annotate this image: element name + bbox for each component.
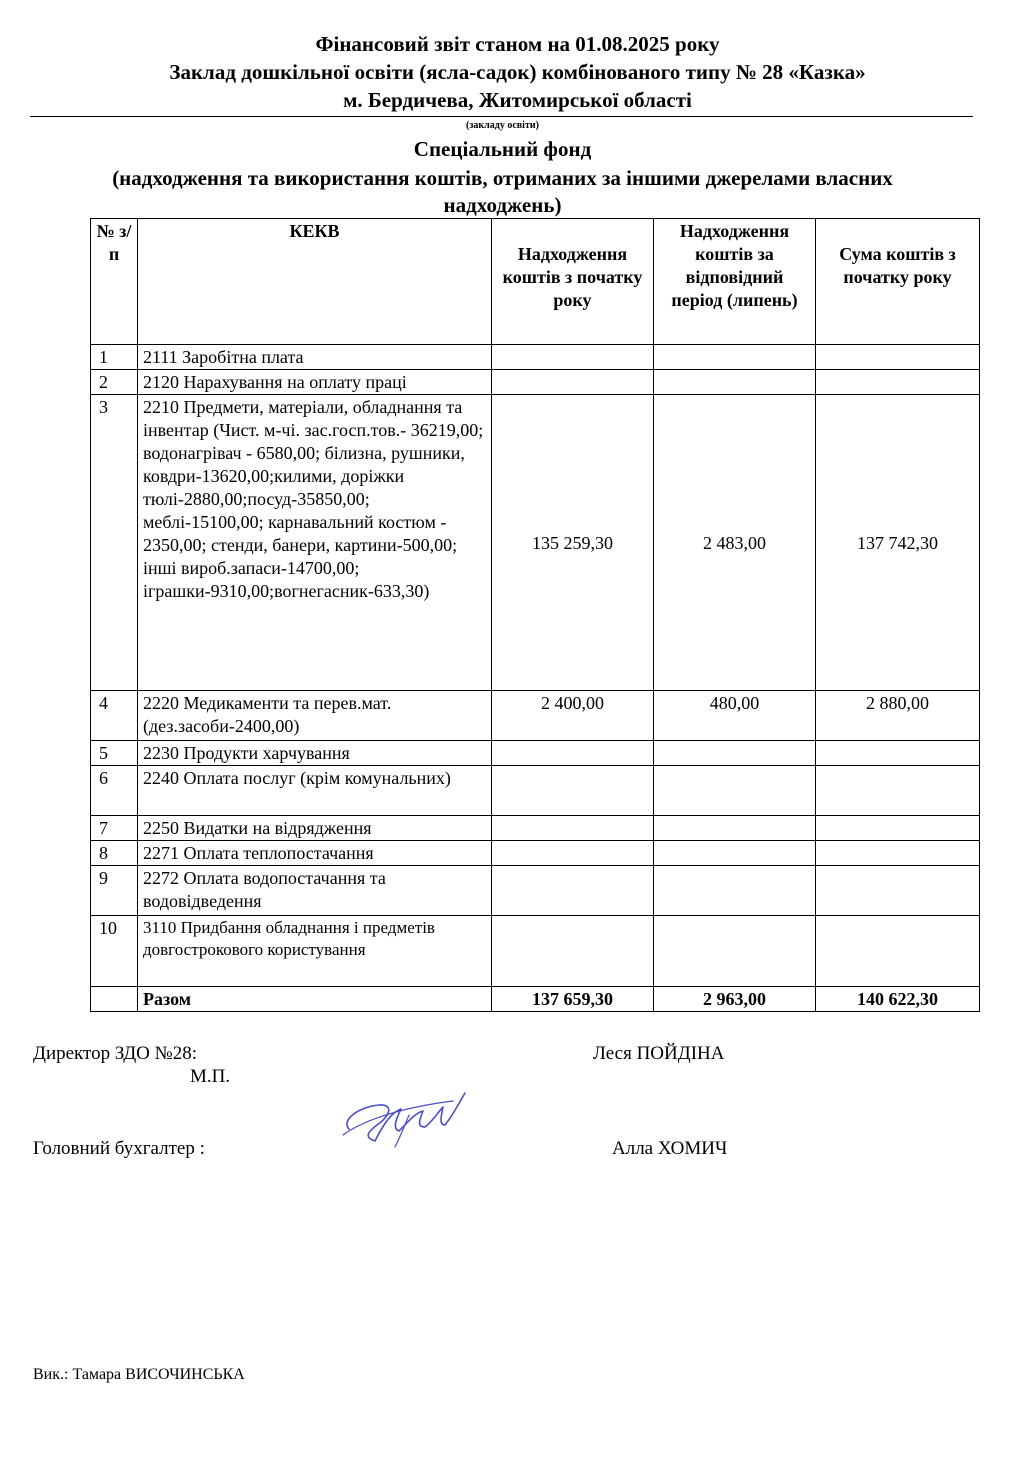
row-kekv: 2250 Видатки на відрядження: [138, 816, 492, 841]
fund-subtitle-line1: (надходження та використання коштів, отриманих за іншими джерелами власних: [112, 166, 893, 190]
col-header-sum-year: Сума коштів з початку року: [816, 219, 980, 345]
row-sum-year: [816, 370, 980, 395]
director-title: Директор ЗДО №28:: [33, 1043, 198, 1064]
table-row: [91, 395, 980, 691]
table-row: [91, 816, 980, 841]
accountant-name: Алла ХОМИЧ: [612, 1138, 728, 1159]
director-name: Леся ПОЙДІНА: [593, 1043, 725, 1064]
row-income-period: [654, 766, 816, 816]
fund-title: Спеціальний фонд: [413, 137, 592, 161]
row-sum-year: [816, 916, 980, 987]
total-income-year: 137 659,30: [492, 987, 654, 1012]
row-index: 5: [91, 741, 138, 766]
header-divider: [30, 116, 973, 117]
row-index: 3: [91, 395, 138, 691]
row-income-period: [654, 345, 816, 370]
row-income-year: [492, 916, 654, 987]
row-income-year: [492, 841, 654, 866]
fund-subtitle-line2: надходжень): [443, 193, 562, 217]
row-sum-year: [816, 741, 980, 766]
row-sum-year: 2 880,00: [816, 691, 980, 741]
row-index: 6: [91, 766, 138, 816]
total-label: Разом: [138, 987, 492, 1012]
row-income-year: 135 259,30: [492, 395, 654, 691]
row-sum-year: [816, 816, 980, 841]
row-income-period: 480,00: [654, 691, 816, 741]
table-row: [91, 916, 980, 987]
col-header-income-year: Надходження коштів з початку року: [492, 219, 654, 345]
col-header-kekv: КЕКВ: [138, 219, 492, 345]
fund-report-table: [90, 218, 980, 1012]
row-kekv: 2111 Заробітна плата: [138, 345, 492, 370]
row-kekv: 3110 Придбання обладнання і предметів довгострокового користування: [138, 916, 492, 987]
institution-location: м. Бердичева, Житомирської області: [343, 88, 692, 112]
row-income-year: [492, 741, 654, 766]
row-income-period: [654, 866, 816, 916]
row-kekv: 2220 Медикаменти та перев.мат.(дез.засоби-2400,00): [138, 691, 492, 741]
row-income-year: [492, 866, 654, 916]
table-row: [91, 345, 980, 370]
row-income-year: [492, 345, 654, 370]
total-index-cell: [91, 987, 138, 1012]
institution-name: Заклад дошкільної освіти (ясла-садок) комбінованого типу № 28 «Казка»: [169, 60, 866, 84]
row-index: 9: [91, 866, 138, 916]
table-row: [91, 841, 980, 866]
row-index: 2: [91, 370, 138, 395]
row-kekv: 2271 Оплата теплопостачання: [138, 841, 492, 866]
row-income-period: 2 483,00: [654, 395, 816, 691]
row-kekv: 2272 Оплата водопостачання та водовідведення: [138, 866, 492, 916]
stamp-mark: М.П.: [190, 1066, 231, 1087]
row-income-period: [654, 816, 816, 841]
col-header-income-period: Надходження коштів за відповідний період (липень): [654, 219, 816, 345]
row-kekv: 2210 Предмети, матеріали, обладнання та інвентар (Чист. м-чі. зас.госп.тов.- 36219,00; водонагрівач - 6580,00; білизна, рушники, ковдри-13620,00;килими, доріжки тюлі-2880,00;посуд-35850,00; меблі-15100,00; карнавальний костюм - 2350,00; стенди, банери, картини-500,00; інші вироб.запаси-14700,00; іграшки-9310,00;вогнегасник-633,30): [138, 395, 492, 691]
accountant-signature: [335, 1085, 475, 1155]
row-sum-year: [816, 766, 980, 816]
row-index: 4: [91, 691, 138, 741]
row-index: 7: [91, 816, 138, 841]
row-income-period: [654, 741, 816, 766]
row-sum-year: [816, 866, 980, 916]
accountant-title: Головний бухгалтер :: [33, 1138, 205, 1159]
row-sum-year: 137 742,30: [816, 395, 980, 691]
total-row: [91, 987, 980, 1012]
row-income-period: [654, 370, 816, 395]
row-income-year: 2 400,00: [492, 691, 654, 741]
table-row: [91, 741, 980, 766]
row-sum-year: [816, 345, 980, 370]
row-sum-year: [816, 841, 980, 866]
row-index: 1: [91, 345, 138, 370]
row-kekv: 2240 Оплата послуг (крім комунальних): [138, 766, 492, 816]
table-row: [91, 691, 980, 741]
row-income-year: [492, 370, 654, 395]
table-header-row: [91, 219, 980, 345]
row-income-year: [492, 816, 654, 841]
executor-note: Вик.: Тамара ВИСОЧИНСЬКА: [33, 1366, 245, 1383]
row-index: 8: [91, 841, 138, 866]
table-row: [91, 866, 980, 916]
row-income-year: [492, 766, 654, 816]
institution-caption: (закладу освіти): [466, 120, 539, 131]
row-index: 10: [91, 916, 138, 987]
report-title: Фінансовий звіт станом на 01.08.2025 року: [315, 32, 720, 56]
row-income-period: [654, 841, 816, 866]
row-income-period: [654, 916, 816, 987]
total-income-period: 2 963,00: [654, 987, 816, 1012]
row-kekv: 2230 Продукти харчування: [138, 741, 492, 766]
row-kekv: 2120 Нарахування на оплату праці: [138, 370, 492, 395]
total-sum-year: 140 622,30: [816, 987, 980, 1012]
table-row: [91, 370, 980, 395]
col-header-index: № з/п: [91, 219, 138, 345]
table-row: [91, 766, 980, 816]
